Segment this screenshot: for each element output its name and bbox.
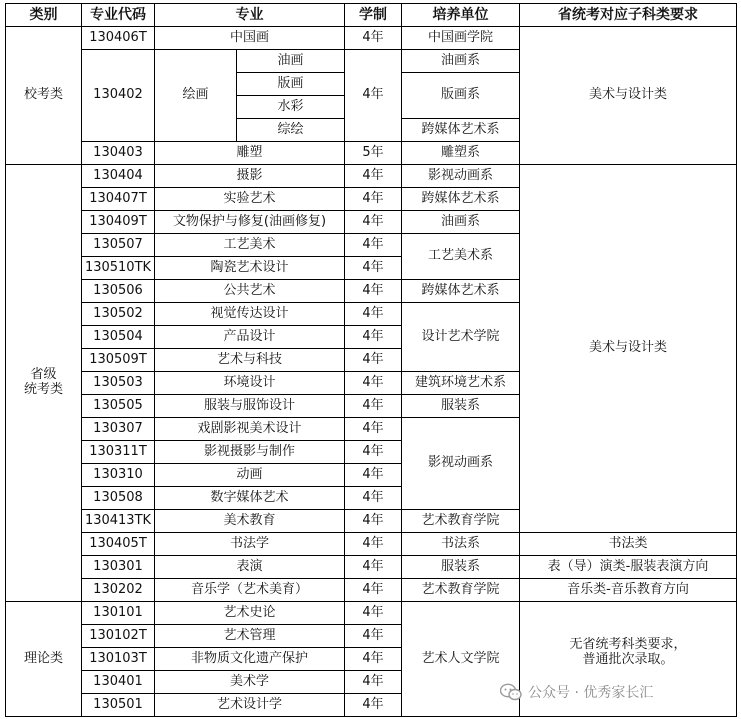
duration-cell: 4年 <box>345 441 402 464</box>
major-cell: 产品设计 <box>155 326 345 349</box>
unit-cell: 影视动画系 <box>402 418 520 510</box>
header-category: 类别 <box>6 4 82 27</box>
duration-cell: 4年 <box>345 326 402 349</box>
code-cell: 130506 <box>82 280 155 303</box>
requirement-line: 无省统考科类要求， <box>569 637 687 652</box>
duration-cell: 4年 <box>345 625 402 648</box>
unit-cell: 服装系 <box>402 395 520 418</box>
duration-cell: 4年 <box>345 257 402 280</box>
code-cell: 130102T <box>82 625 155 648</box>
wechat-icon <box>500 683 522 701</box>
requirement-cell: 音乐类-音乐教育方向 <box>520 579 737 602</box>
unit-cell: 建筑环境艺术系 <box>402 372 520 395</box>
duration-cell: 4年 <box>345 27 402 50</box>
major-cell: 摄影 <box>155 165 345 188</box>
duration-cell: 4年 <box>345 464 402 487</box>
header-major: 专业 <box>155 4 345 27</box>
major-cell: 中国画 <box>155 27 345 50</box>
category-cell: 校考类 <box>6 27 82 165</box>
major-cell: 音乐学（艺术美育） <box>155 579 345 602</box>
table-row <box>6 556 737 579</box>
code-cell: 130503 <box>82 372 155 395</box>
major-cell: 艺术史论 <box>155 602 345 625</box>
code-cell: 130508 <box>82 487 155 510</box>
code-cell: 130504 <box>82 326 155 349</box>
sub-major-cell: 水彩 <box>237 96 345 119</box>
unit-cell: 跨媒体艺术系 <box>402 280 520 303</box>
code-cell: 130101 <box>82 602 155 625</box>
major-cell: 美术教育 <box>155 510 345 533</box>
category-line: 统考类 <box>23 382 63 397</box>
duration-cell: 4年 <box>345 579 402 602</box>
code-cell: 130509T <box>82 349 155 372</box>
unit-cell: 服装系 <box>402 556 520 579</box>
major-cell: 视觉传达设计 <box>155 303 345 326</box>
code-cell: 130401 <box>82 671 155 694</box>
code-cell: 130405T <box>82 533 155 556</box>
unit-cell: 跨媒体艺术系 <box>402 188 520 211</box>
code-cell: 130413TK <box>82 510 155 533</box>
duration-cell: 4年 <box>345 372 402 395</box>
duration-cell: 4年 <box>345 303 402 326</box>
major-cell: 书法学 <box>155 533 345 556</box>
duration-cell: 5年 <box>345 142 402 165</box>
code-cell: 130202 <box>82 579 155 602</box>
code-cell: 130505 <box>82 395 155 418</box>
header-requirement: 省统考对应子科类要求 <box>520 4 737 27</box>
watermark <box>500 680 735 704</box>
code-cell: 130501 <box>82 694 155 717</box>
duration-cell: 4年 <box>345 510 402 533</box>
code-cell: 130301 <box>82 556 155 579</box>
table-row <box>6 579 737 602</box>
major-cell: 公共艺术 <box>155 280 345 303</box>
duration-cell: 4年 <box>345 418 402 441</box>
sub-major-cell: 综绘 <box>237 119 345 142</box>
major-cell: 表演 <box>155 556 345 579</box>
duration-cell: 4年 <box>345 50 402 142</box>
duration-cell: 4年 <box>345 165 402 188</box>
code-cell: 130403 <box>82 142 155 165</box>
duration-cell: 4年 <box>345 694 402 717</box>
duration-cell: 4年 <box>345 602 402 625</box>
watermark-text: 公众号 · 优秀家长汇 <box>528 685 654 701</box>
table-row <box>6 533 737 556</box>
unit-cell: 油画系 <box>402 50 520 73</box>
category-cell <box>6 165 82 602</box>
duration-cell: 4年 <box>345 234 402 257</box>
code-cell: 130103T <box>82 648 155 671</box>
major-cell: 美术学 <box>155 671 345 694</box>
code-cell: 130510TK <box>82 257 155 280</box>
header-duration: 学制 <box>345 4 402 27</box>
code-cell: 130502 <box>82 303 155 326</box>
duration-cell: 4年 <box>345 395 402 418</box>
table-row <box>6 165 737 188</box>
duration-cell: 4年 <box>345 671 402 694</box>
major-cell: 服装与服饰设计 <box>155 395 345 418</box>
duration-cell: 4年 <box>345 211 402 234</box>
major-cell: 环境设计 <box>155 372 345 395</box>
unit-cell: 艺术教育学院 <box>402 510 520 533</box>
header-unit: 培养单位 <box>402 4 520 27</box>
major-cell: 艺术与科技 <box>155 349 345 372</box>
duration-cell: 4年 <box>345 280 402 303</box>
major-cell: 雕塑 <box>155 142 345 165</box>
major-cell: 动画 <box>155 464 345 487</box>
table-row <box>6 602 737 625</box>
unit-cell: 艺术人文学院 <box>402 602 520 717</box>
unit-cell: 版画系 <box>402 73 520 119</box>
requirement-line: 普通批次录取。 <box>582 651 674 667</box>
major-cell: 陶瓷艺术设计 <box>155 257 345 280</box>
major-cell: 影视摄影与制作 <box>155 441 345 464</box>
unit-cell: 雕塑系 <box>402 142 520 165</box>
code-cell: 130311T <box>82 441 155 464</box>
header-row <box>6 4 737 27</box>
duration-cell: 4年 <box>345 188 402 211</box>
table-row <box>6 27 737 50</box>
majors-table <box>5 3 737 717</box>
major-cell: 数字媒体艺术 <box>155 487 345 510</box>
sub-major-cell: 版画 <box>237 73 345 96</box>
category-cell: 理论类 <box>6 602 82 717</box>
category-line: 省级 <box>30 367 57 383</box>
duration-cell: 4年 <box>345 533 402 556</box>
code-cell: 130402 <box>82 50 155 142</box>
unit-cell: 工艺美术系 <box>402 234 520 280</box>
sub-major-cell: 油画 <box>237 50 345 73</box>
code-cell: 130307 <box>82 418 155 441</box>
major-cell: 实验艺术 <box>155 188 345 211</box>
unit-cell: 书法系 <box>402 533 520 556</box>
major-cell: 戏剧影视美术设计 <box>155 418 345 441</box>
major-cell: 文物保护与修复(油画修复) <box>155 211 345 234</box>
unit-cell: 跨媒体艺术系 <box>402 119 520 142</box>
unit-cell: 艺术教育学院 <box>402 579 520 602</box>
requirement-cell: 美术与设计类 <box>520 27 737 165</box>
duration-cell: 4年 <box>345 349 402 372</box>
requirement-cell: 美术与设计类 <box>520 165 737 533</box>
major-cell: 艺术设计学 <box>155 694 345 717</box>
code-cell: 130310 <box>82 464 155 487</box>
duration-cell: 4年 <box>345 487 402 510</box>
requirement-cell: 表（导）演类-服装表演方向 <box>520 556 737 579</box>
code-cell: 130406T <box>82 27 155 50</box>
code-cell: 130404 <box>82 165 155 188</box>
code-cell: 130507 <box>82 234 155 257</box>
header-code: 专业代码 <box>82 4 155 27</box>
unit-cell: 影视动画系 <box>402 165 520 188</box>
code-cell: 130409T <box>82 211 155 234</box>
unit-cell: 油画系 <box>402 211 520 234</box>
unit-cell: 设计艺术学院 <box>402 303 520 372</box>
major-cell: 绘画 <box>155 50 237 142</box>
code-cell: 130407T <box>82 188 155 211</box>
unit-cell: 中国画学院 <box>402 27 520 50</box>
major-cell: 艺术管理 <box>155 625 345 648</box>
duration-cell: 4年 <box>345 648 402 671</box>
requirement-cell: 书法类 <box>520 533 737 556</box>
major-cell: 非物质文化遗产保护 <box>155 648 345 671</box>
major-cell: 工艺美术 <box>155 234 345 257</box>
duration-cell: 4年 <box>345 556 402 579</box>
